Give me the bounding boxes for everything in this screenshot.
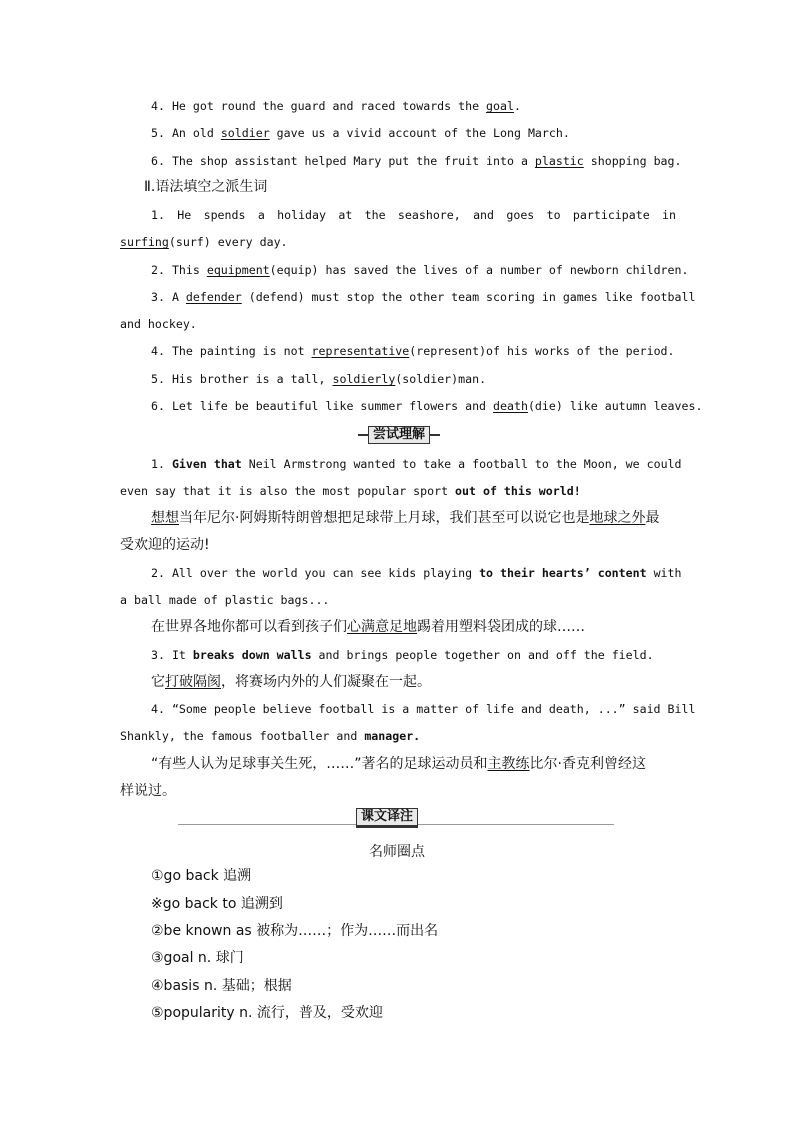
- grammar-item-5: 5. His brother is a tall, soldierly(soldier)man.: [151, 372, 487, 386]
- sentence-4-en-cont: Shankly, the famous footballer and manager.: [120, 729, 421, 743]
- grammar-item-3-cont: and hockey.: [120, 317, 197, 331]
- sentence-3-cn: 它打破隔阂，将赛场内外的人们凝聚在一起。: [151, 674, 431, 690]
- section-badge-label: 尝试理解: [368, 426, 430, 444]
- vocab-item-5: 5. An old soldier gave us a vivid account of the Long March.: [151, 126, 570, 140]
- sentence-1-cn-cont: 受欢迎的运动!: [120, 537, 210, 553]
- sentence-4-cn: “有些人认为足球事关生死，……”著名的足球运动员和主教练比尔·香克利曾经这: [151, 756, 646, 772]
- vocab-item-4: 4. He got round the guard and raced towards the goal.: [151, 99, 521, 113]
- sentence-1-cn: 想想当年尼尔·阿姆斯特朗曾想把足球带上月球，我们甚至可以说它也是地球之外最: [151, 510, 660, 526]
- sentence-4-en: 4. “Some people believe football is a matter of life and death, ...” said Bill: [151, 702, 696, 716]
- sentence-1-en-cont: even say that it is also the most popular sport out of this world!: [120, 484, 581, 498]
- note-item: ⑤popularity n. 流行，普及，受欢迎: [151, 1005, 383, 1021]
- grammar-item-4: 4. The painting is not representative(represent)of his works of the period.: [151, 344, 675, 358]
- grammar-item-1: 1. He spends a holiday at the seashore, and goes to participate in: [151, 208, 676, 222]
- note-item: ①go back 追溯: [151, 868, 252, 884]
- sentence-2-en: 2. All over the world you can see kids playing to their hearts’ content with: [151, 566, 682, 580]
- grammar-item-6: 6. Let life be beautiful like summer flowers and death(die) like autumn leaves.: [151, 399, 703, 413]
- grammar-item-1-cont: surfing(surf) every day.: [120, 235, 288, 249]
- note-item: ②be known as 被称为……；作为……而出名: [151, 923, 439, 939]
- subheading-teacher-notes: 名师圈点: [369, 844, 425, 860]
- section-heading-grammar: Ⅱ.语法填空之派生词: [144, 179, 268, 195]
- grammar-item-2: 2. This equipment(equip) has saved the lives of a number of newborn children.: [151, 263, 689, 277]
- section-badge-understanding: [358, 426, 440, 444]
- sentence-1-en: 1. Given that Neil Armstrong wanted to take a football to the Moon, we could: [151, 457, 682, 471]
- note-item: ③goal n. 球门: [151, 950, 244, 966]
- sentence-3-en: 3. It breaks down walls and brings people together on and off the field.: [151, 648, 654, 662]
- note-item: ④basis n. 基础；根据: [151, 978, 292, 994]
- vocab-item-6: 6. The shop assistant helped Mary put the fruit into a plastic shopping bag.: [151, 154, 682, 168]
- sentence-2-cn: 在世界各地你都可以看到孩子们心满意足地踢着用塑料袋团成的球……: [151, 619, 585, 635]
- sentence-2-en-cont: a ball made of plastic bags...: [120, 593, 330, 607]
- sentence-4-cn-cont: 样说过。: [120, 783, 176, 799]
- note-item: ※go back to 追溯到: [151, 896, 283, 912]
- section-badge-label: 课文译注: [356, 808, 418, 828]
- grammar-item-3: 3. A defender (defend) must stop the other team scoring in games like football: [151, 290, 696, 304]
- section-badge-translation: [356, 809, 418, 827]
